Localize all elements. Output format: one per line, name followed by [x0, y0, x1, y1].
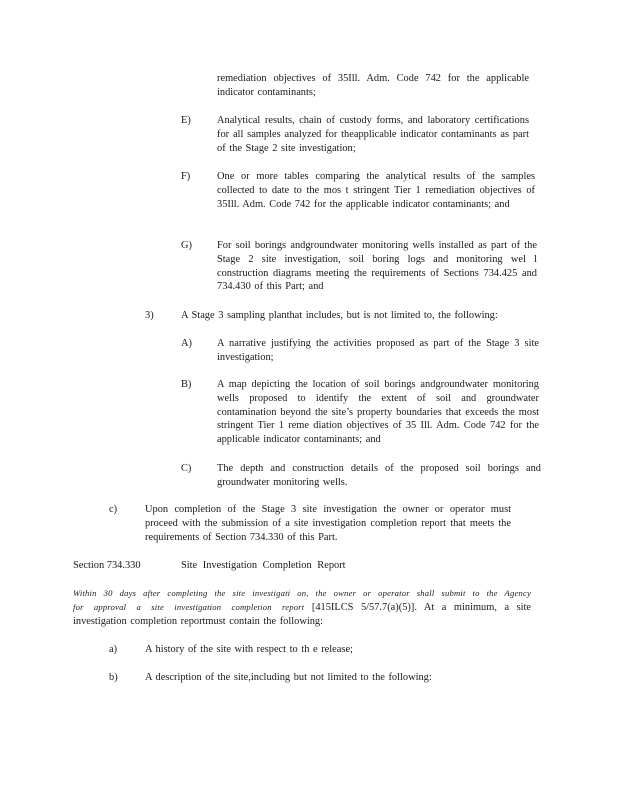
- item-label-a: a): [109, 644, 118, 655]
- item-label-G: G): [181, 240, 192, 251]
- item-label-A: A): [181, 338, 192, 349]
- item-label-3: 3): [145, 310, 154, 321]
- item-F-text: One or more tables comparing the analytical results of the samples collected to date to the mos t stringent Tier 1 remediation objectives of 35Ill. Adm. Code 742 for the applicable indicator contaminants; and: [217, 171, 535, 210]
- item-G-text: For soil borings andgroundwater monitoring wells installed as part of the Stage 2 site investigation, soil boring logs and monitoring wel l construction diagrams meeting the requirements of Sections 734.425 and 734.430 of this Part; and: [217, 240, 537, 293]
- item-B-text: A map depicting the location of soil borings andgroundwater monitoring wells proposed to identify the extent of soil and groundwater contamination beyond the site’s property boundaries that exceeds the most stringent Tier 1 reme diation objectives of 35 Ill. Adm. Code 742 for the applicable indicator contaminants; and: [217, 379, 539, 446]
- item-label-b: b): [109, 672, 118, 683]
- item-b-text: A description of the site,including but not limited to the following:: [145, 672, 432, 683]
- paragraph-remediation-objectives-continued: remediation objectives of 35Ill. Adm. Code 742 for the applicable indicator contaminants;: [217, 73, 529, 98]
- item-3-text: A Stage 3 sampling planthat includes, but is not limited to, the following:: [181, 310, 498, 321]
- item-label-E: E): [181, 115, 191, 126]
- item-A-text: A narrative justifying the activities proposed as part of the Stage 3 site investigation;: [217, 338, 539, 363]
- section-title: Site Investigation Completion Report: [181, 560, 346, 571]
- section-number: Section 734.330: [73, 560, 141, 571]
- item-label-F: F): [181, 171, 191, 182]
- item-label-c: c): [109, 504, 118, 515]
- item-c-text: Upon completion of the Stage 3 site investigation the owner or operator must proceed with the submission of a site investigation completion report that meets the requirements of Section 734.330 of this Part.: [145, 504, 511, 543]
- statute-paragraph: [73, 587, 531, 628]
- statute-italic-text: Within 30 days after completing the site investigati on, the owner or operator shall submit to the Agency for approval a site investigation completion report: [73, 588, 531, 612]
- item-a-text: A history of the site with respect to th e release;: [145, 644, 353, 655]
- statute-citation-text: [415ILCS 5/57.7(a)(5)]. At a minimum, a site investigation completion reportmust contain the following:: [73, 601, 531, 627]
- item-label-C: C): [181, 463, 192, 474]
- item-C-text: The depth and construction details of the proposed soil borings and groundwater monitoring wells.: [217, 463, 541, 488]
- item-label-B: B): [181, 379, 192, 390]
- item-E-text: Analytical results, chain of custody forms, and laboratory certifications for all samples analyzed for theapplicable indicator contaminants as part of the Stage 2 site investigation;: [217, 115, 529, 154]
